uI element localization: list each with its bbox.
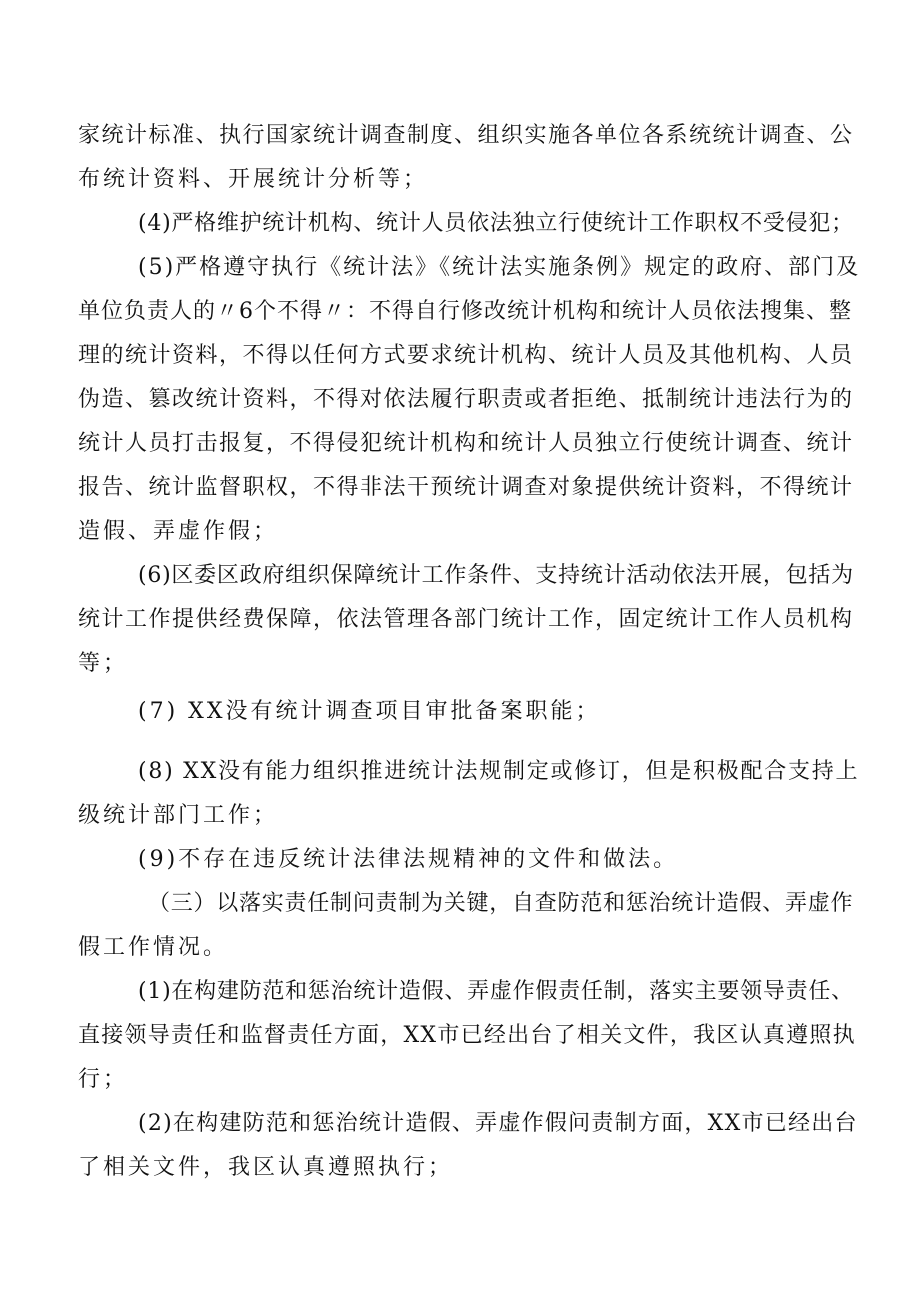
sub-item-1-line-1: (1)在构建防范和惩治统计造假、弄虚作假责任制，落实主要领导责任、 bbox=[138, 979, 854, 1004]
item-5-line-5: 统计人员打击报复，不得侵犯统计机构和统计人员独立行使统计调查、统计 bbox=[78, 431, 854, 456]
item-5-line-3: 理的统计资料，不得以任何方式要求统计机构、统计人员及其他机构、人员 bbox=[78, 343, 854, 368]
section-3-heading-line-1: （三）以落实责任制问责制为关键，自查防范和惩治统计造假、弄虚作 bbox=[148, 891, 854, 916]
sub-item-1-line-3: 行； bbox=[78, 1067, 129, 1092]
item-6-line-2: 统计工作提供经费保障，依法管理各部门统计工作，固定统计工作人员机构 bbox=[78, 607, 854, 632]
text-line-1: 家统计标准、执行国家统计调查制度、组织实施各单位各系统统计调查、公 bbox=[78, 123, 854, 148]
item-6-line-3: 等； bbox=[78, 651, 129, 676]
item-9-line: (9)不存在违反统计法律法规精神的文件和做法。 bbox=[138, 847, 679, 872]
sub-item-2-line-1: (2)在构建防范和惩治统计造假、弄虚作假问责制方面，XX市已经出台 bbox=[138, 1111, 858, 1136]
item-8-line-1: (8) XX没有能力组织推进统计法规制定或修订，但是积极配合支持上 bbox=[138, 759, 860, 784]
item-5-line-1: (5)严格遵守执行《统计法》《统计法实施条例》规定的政府、部门及 bbox=[138, 255, 861, 280]
sub-item-2-line-2: 了相关文件，我区认真遵照执行； bbox=[78, 1155, 454, 1180]
item-5-line-2: 单位负责人的〃6个不得〃：不得自行修改统计机构和统计人员依法搜集、整 bbox=[78, 299, 852, 324]
item-5-line-6: 报告、统计监督职权，不得非法干预统计调查对象提供统计资料，不得统计 bbox=[78, 475, 854, 500]
item-6-line-1: (6)区委区政府组织保障统计工作条件、支持统计活动依法开展，包括为 bbox=[138, 563, 854, 588]
text-line-2: 布统计资料、开展统计分析等； bbox=[78, 167, 429, 192]
sub-item-1-line-2: 直接领导责任和监督责任方面，XX市已经出台了相关文件，我区认真遵照执 bbox=[78, 1023, 856, 1048]
section-3-heading-line-2: 假工作情况。 bbox=[78, 935, 229, 960]
item-5-line-7: 造假、弄虚作假； bbox=[78, 519, 279, 544]
item-5-line-4: 伪造、篡改统计资料，不得对依法履行职责或者拒绝、抵制统计违法行为的 bbox=[78, 387, 854, 412]
item-4-line: (4)严格维护统计机构、统计人员依法独立行使统计工作职权不受侵犯； bbox=[138, 211, 854, 236]
item-8-line-2: 级统计部门工作； bbox=[78, 803, 279, 828]
item-7-line: (7) XX没有统计调查项目审批备案职能； bbox=[138, 699, 601, 724]
